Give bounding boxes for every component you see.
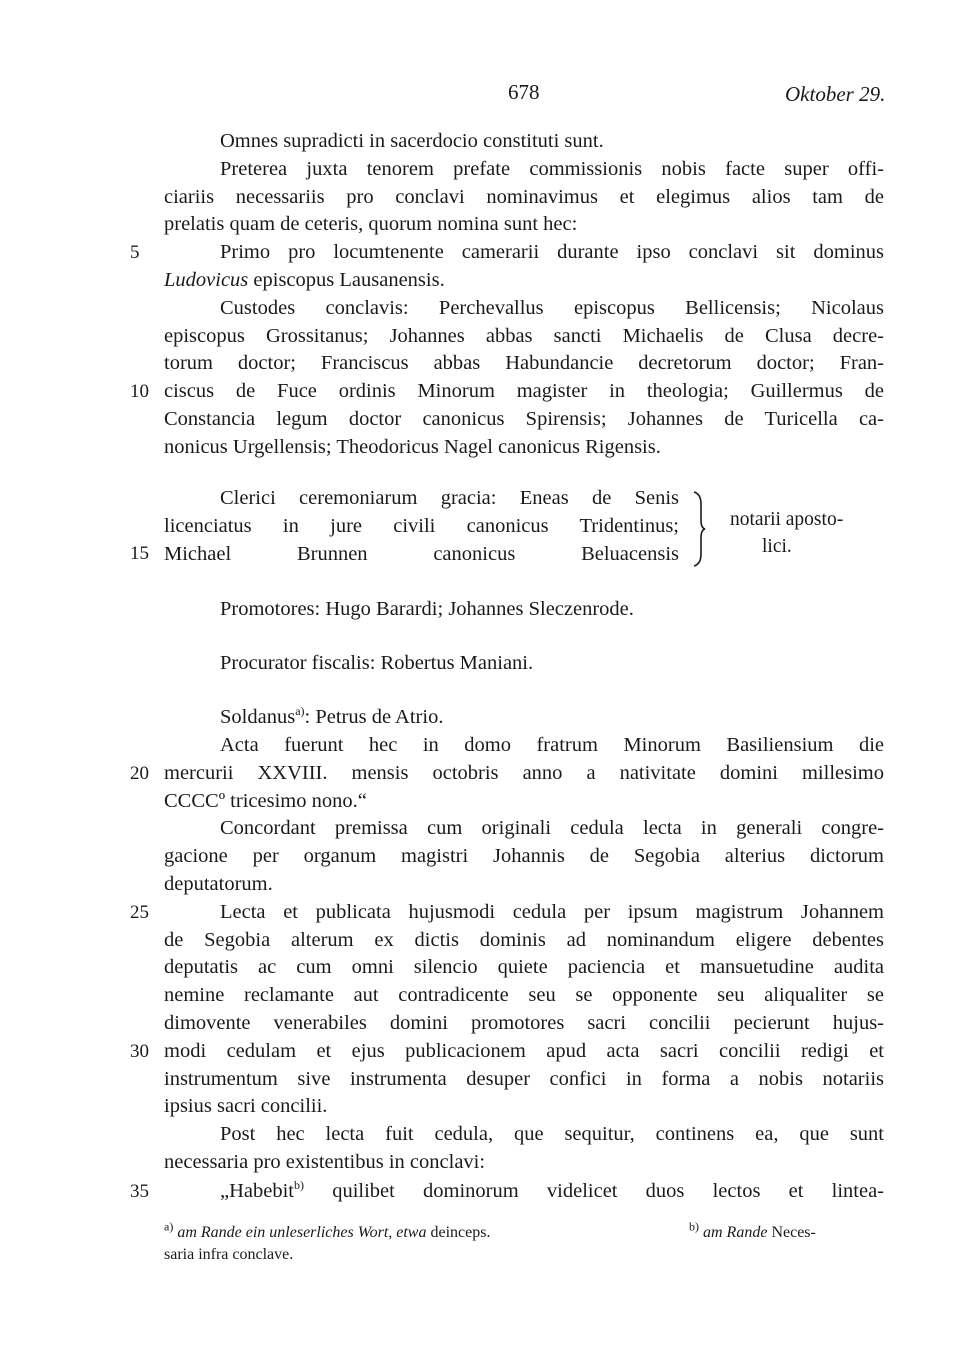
italic-name: Ludovicus: [164, 268, 254, 291]
line-text: nemine reclamante aut contradicente seu se opponente seu aliqualiter se: [164, 984, 884, 1007]
soldanus-line: [220, 706, 443, 729]
soldanus-text: : Petrus de Atrio.: [304, 706, 444, 728]
text-line: [130, 1038, 884, 1066]
text-line: [130, 899, 884, 927]
text-line: [164, 406, 884, 434]
text-line: [164, 788, 884, 816]
text-line: [130, 1178, 884, 1206]
line-text: modi cedulam et ejus publicacionem apud acta sacri concilii redigi et: [164, 1039, 884, 1062]
text-line: [130, 540, 679, 568]
running-date: Oktober 29.: [785, 82, 886, 106]
text-line: [164, 128, 884, 156]
footnote-a-italic: am Rande ein unleserliches Wort, etwa: [177, 1224, 427, 1241]
line-text: nonicus Urgellensis; Theodoricus Nagel canonicus Rigensis.: [164, 435, 661, 458]
footnote-line-2: [164, 1244, 884, 1266]
line-text: episcopus Grossitanus; Johannes abbas sancti Michaelis de Clusa decre-: [164, 324, 884, 347]
notarii-line-2: lici.: [762, 536, 792, 557]
line-text: Preterea juxta tenorem prefate commissionis nobis facte super offi-: [220, 157, 884, 180]
clerici-ceremoniarum-block: [130, 484, 884, 574]
footnote-b: [689, 1219, 816, 1244]
footnote-b-mark: b): [689, 1219, 699, 1234]
line-text: torum doctor; Franciscus abbas Habundancie decretorum doctor; Fran-: [164, 352, 884, 375]
line-text: Clerici ceremoniarum gracia: Eneas de Senis: [220, 487, 679, 509]
text-line: [164, 927, 884, 955]
text-line: [164, 871, 884, 899]
text-line: [164, 484, 679, 512]
procurator-line: Procurator fiscalis: Robertus Maniani.: [220, 652, 534, 674]
line-text: Omnes supradicti in sacerdocio constituti sunt.: [220, 130, 604, 152]
last-line-text: quilibet dominorum videlicet duos lectos et lintea-: [304, 1180, 884, 1202]
clerici-lines: [130, 484, 679, 568]
line-number: 25: [130, 901, 149, 923]
line-text: ipsius sacri concilii.: [164, 1095, 328, 1118]
line-text: Michael Brunnen canonicus Beluacensis: [164, 543, 679, 565]
line-text: mercurii XXVIII. mensis octobris anno a nativitate domini millesimo: [164, 761, 884, 784]
text-line: [130, 239, 884, 267]
line-text: episcopus Lausanensis.: [253, 268, 445, 291]
line-text: deputatorum.: [164, 872, 273, 895]
line-text: deputatis ac cum omni silencio quiete paciencia et mansuetudine audita: [164, 956, 884, 979]
footnote-mark-b: b): [294, 1178, 304, 1193]
text-line: [164, 512, 679, 540]
line-text: Primo pro locumtenente camerarii durante ipso conclavi sit dominus: [220, 241, 884, 264]
text-line: [164, 815, 884, 843]
line-number: 35: [130, 1181, 149, 1202]
notarii-line-1: notarii aposto-: [730, 509, 844, 530]
habebit-word: „Habebit: [220, 1180, 294, 1202]
line-number: 10: [130, 381, 149, 403]
text-line: [164, 732, 884, 760]
page-number: 678: [508, 80, 540, 104]
text-line: [164, 323, 884, 351]
text-line: [164, 267, 884, 295]
footnote-b-continuation: saria infra conclave.: [164, 1246, 294, 1263]
line-text: Lecta et publicata hujusmodi cedula per ipsum magistrum Johannem: [220, 900, 884, 923]
line-number: 30: [130, 1040, 149, 1062]
text-line: [130, 378, 884, 406]
text-line: [164, 1121, 884, 1149]
text-line: [164, 211, 884, 239]
text-line: [164, 156, 884, 184]
text-line: [164, 1149, 884, 1177]
line-text: Post hec lecta fuit cedula, que sequitur, continens ea, que sunt: [220, 1123, 884, 1146]
footnote-b-text: Neces-: [771, 1224, 816, 1241]
notarii-apostolici-label: [730, 506, 880, 560]
line-text: ciscus de Fuce ordinis Minorum magister in theologia; Guillermus de: [164, 380, 884, 403]
last-line-block: [130, 1178, 884, 1206]
footnote-line-1: [164, 1219, 884, 1244]
right-brace-icon: [692, 490, 706, 568]
text-line: [164, 1093, 884, 1121]
text-block-1: [130, 128, 884, 462]
line-text: ciariis necessariis pro conclavi nominavimus et elegimus alios tam de: [164, 185, 884, 208]
footnote-b-italic: am Rande: [703, 1224, 768, 1241]
line-number: 15: [130, 543, 149, 564]
line-number: 5: [130, 242, 140, 264]
line-text: gacione per organum magistri Johannis de Segobia alterius dictorum: [164, 845, 884, 868]
line-text: Concordant premissa cum originali cedula lecta in generali congre-: [220, 817, 884, 840]
promotores-line: Promotores: Hugo Barardi; Johannes Sleczenrode.: [220, 598, 634, 620]
line-text: de Segobia alterum ex dictis dominis ad nominandum eligere debentes: [164, 928, 884, 951]
line-text: dimovente venerabiles domini promotores sacri concilii pecierunt hujus-: [164, 1011, 884, 1034]
line-text: CCCCº tricesimo nono.“: [164, 789, 367, 812]
text-line: [164, 350, 884, 378]
line-text: licenciatus in jure civili canonicus Tridentinus;: [164, 515, 679, 537]
text-line: [164, 295, 884, 323]
text-line: [164, 982, 884, 1010]
text-line: [130, 760, 884, 788]
text-line: [164, 184, 884, 212]
footnote-a-text: deinceps.: [430, 1224, 491, 1241]
soldanus-label: Soldanus: [220, 706, 296, 728]
line-text: instrumentum sive instrumenta desuper confici in forma a nobis notariis: [164, 1067, 884, 1090]
footnote-mark-a: a): [295, 704, 305, 719]
line-text: Constancia legum doctor canonicus Spirensis; Johannes de Turicella ca-: [164, 407, 884, 430]
line-text: prelatis quam de ceteris, quorum nomina sunt hec:: [164, 213, 578, 236]
line-text: Acta fuerunt hec in domo fratrum Minorum Basiliensium die: [220, 734, 884, 756]
footnote-a-mark: a): [164, 1219, 174, 1234]
text-line: [164, 954, 884, 982]
text-block-2: [130, 732, 884, 1177]
footnote-a: [164, 1219, 491, 1241]
text-line: [164, 1010, 884, 1038]
line-text: Custodes conclavis: Perchevallus episcopus Bellicensis; Nicolaus: [220, 296, 884, 319]
text-line: [164, 434, 884, 462]
line-text: necessaria pro existentibus in conclavi:: [164, 1150, 486, 1173]
text-line: [164, 843, 884, 871]
text-line: [164, 1066, 884, 1094]
line-number: 20: [130, 762, 149, 784]
footnotes: [164, 1219, 884, 1266]
page-header: [0, 80, 960, 110]
